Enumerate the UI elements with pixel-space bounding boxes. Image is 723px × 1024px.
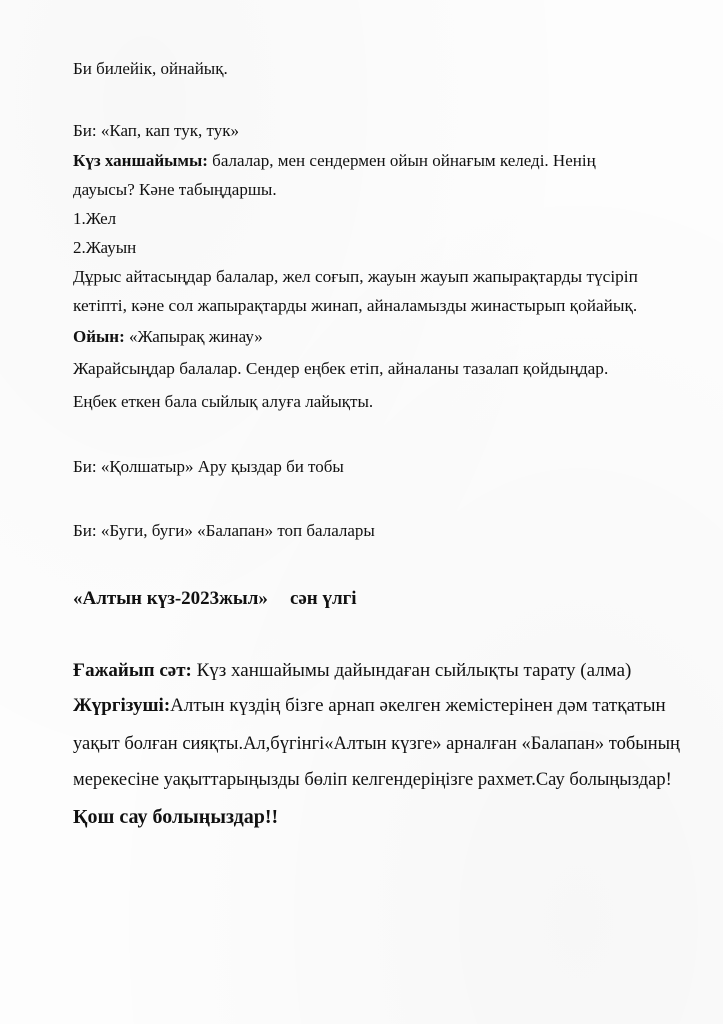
text-line-correct-2: кетіпті, кәне сол жапырақтарды жинап, айналамызды жинастырып қойайық. [73, 296, 638, 315]
text-line-queen-speech [73, 150, 596, 172]
text-line-magic-moment [73, 660, 631, 682]
magic-moment-label: Ғажайып сәт: [73, 660, 192, 681]
text-line-game [73, 326, 263, 348]
text-line-dance-3: Би: «Буги, буги» «Балапан» топ балалары [73, 521, 375, 540]
text-line-dance-2: Би: «Қолшатыр» Ару қыздар би тобы [73, 457, 344, 476]
text-line-host-3: мерекесіне уақыттарыңызды бөліп келгендеріңізге рахмет.Сау болыңыздар! [73, 770, 672, 790]
host-speech-text: Алтын күздің бізге арнап әкелген жемістерінен дәм татқатын [170, 695, 666, 716]
host-label: Жүргізуші: [73, 695, 171, 716]
text-line-host-1 [73, 695, 666, 717]
fashion-show-subtitle: сән үлгі [289, 588, 357, 609]
fashion-show-title: «Алтын күз-2023жыл» [73, 588, 268, 609]
text-line-question: дауысы? Кәне табыңдаршы. [73, 180, 277, 199]
text-line-praise-1: Жарайсыңдар балалар. Сендер еңбек етіп, айналаны тазалап қойдыңдар. [73, 359, 609, 378]
queen-speech-text: балалар, мен сендермен ойын ойнағым келеді. Ненің [207, 151, 596, 170]
heading-fashion-show [73, 588, 357, 610]
speaker-label-queen: Күз ханшайымы: [73, 151, 208, 170]
text-line-host-2: уақыт болған сияқты.Ал,бүгінгі«Алтын күзге» арналған «Балапан» тобының [73, 734, 680, 754]
text-line-farewell: Қош сау болыңыздар!! [73, 806, 279, 828]
game-label: Ойын: [73, 327, 125, 346]
game-title: «Жапырақ жинау» [124, 327, 263, 346]
magic-moment-text: Күз ханшайымы дайындаған сыйлықты тарату (алма) [191, 660, 632, 681]
list-item-rain: 2.Жауын [73, 238, 137, 257]
text-line-praise-2: Еңбек еткен бала сыйлық алуға лайықты. [73, 392, 374, 411]
text-line-correct-1: Дұрыс айтасыңдар балалар, жел соғып, жауын жауып жапырақтарды түсіріп [73, 267, 638, 286]
text-line-dance-1: Би: «Кап, кап тук, тук» [73, 121, 239, 140]
text-line-dance-intro: Би билейік, ойнайық. [73, 59, 228, 78]
list-item-wind: 1.Жел [73, 209, 117, 228]
